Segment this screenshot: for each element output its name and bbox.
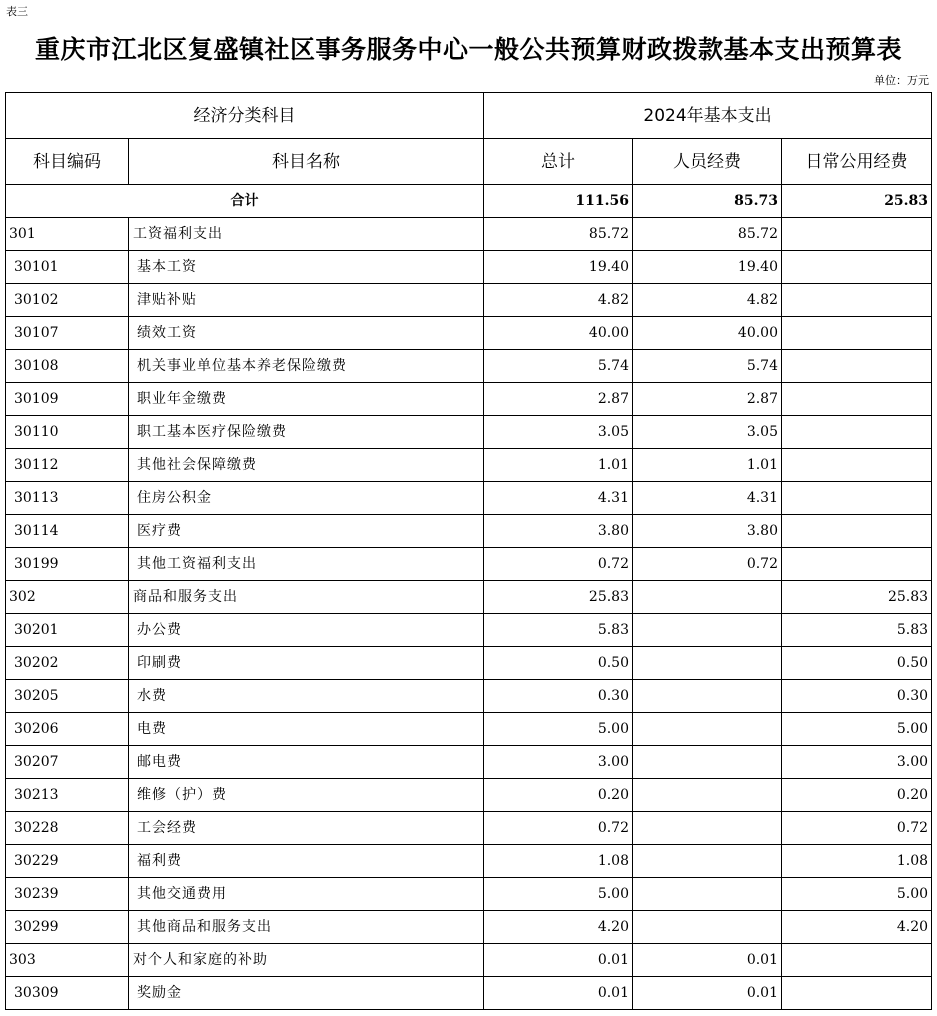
- row-name: 其他工资福利支出: [129, 548, 484, 581]
- row-public: [782, 548, 932, 581]
- row-personnel: 4.82: [633, 284, 782, 317]
- row-public: [782, 944, 932, 977]
- row-code: 30207: [6, 746, 129, 779]
- row-code: 301: [6, 218, 129, 251]
- table-row: [6, 713, 932, 746]
- row-personnel: [633, 878, 782, 911]
- row-total: 3.05: [484, 416, 633, 449]
- row-code: 30299: [6, 911, 129, 944]
- row-personnel: [633, 845, 782, 878]
- row-code: 30199: [6, 548, 129, 581]
- header-row-group: [6, 93, 932, 139]
- row-total: 0.72: [484, 548, 633, 581]
- row-total: 0.30: [484, 680, 633, 713]
- row-public: [782, 482, 932, 515]
- row-name: 其他商品和服务支出: [129, 911, 484, 944]
- row-public: 5.00: [782, 878, 932, 911]
- row-personnel: [633, 911, 782, 944]
- row-code: 30228: [6, 812, 129, 845]
- row-name: 工资福利支出: [129, 218, 484, 251]
- row-code: 30113: [6, 482, 129, 515]
- row-code: 302: [6, 581, 129, 614]
- unit-label: 单位：万元: [874, 74, 929, 87]
- row-total: 4.31: [484, 482, 633, 515]
- row-code: 30107: [6, 317, 129, 350]
- row-name: 职工基本医疗保险缴费: [129, 416, 484, 449]
- row-code: 303: [6, 944, 129, 977]
- row-code: 30110: [6, 416, 129, 449]
- table-row: [6, 218, 932, 251]
- row-total: 40.00: [484, 317, 633, 350]
- table-row: [6, 944, 932, 977]
- row-total: 25.83: [484, 581, 633, 614]
- row-public: [782, 218, 932, 251]
- row-personnel: 0.01: [633, 977, 782, 1010]
- table-row: [6, 614, 932, 647]
- row-code: 30101: [6, 251, 129, 284]
- row-name: 机关事业单位基本养老保险缴费: [129, 350, 484, 383]
- row-code: 30213: [6, 779, 129, 812]
- row-name: 电费: [129, 713, 484, 746]
- row-code: 30108: [6, 350, 129, 383]
- row-total: 2.87: [484, 383, 633, 416]
- row-personnel: [633, 680, 782, 713]
- table-row: [6, 845, 932, 878]
- total-personnel: 85.73: [633, 185, 782, 218]
- row-name: 对个人和家庭的补助: [129, 944, 484, 977]
- row-code: 30205: [6, 680, 129, 713]
- table-row: [6, 878, 932, 911]
- row-personnel: 3.80: [633, 515, 782, 548]
- row-code: 30201: [6, 614, 129, 647]
- table-row: [6, 812, 932, 845]
- row-code: 30102: [6, 284, 129, 317]
- row-name: 商品和服务支出: [129, 581, 484, 614]
- row-public: [782, 449, 932, 482]
- row-total: 85.72: [484, 218, 633, 251]
- row-name: 职业年金缴费: [129, 383, 484, 416]
- row-public: [782, 251, 932, 284]
- table-row: [6, 251, 932, 284]
- row-total: 5.00: [484, 878, 633, 911]
- table-row: [6, 548, 932, 581]
- row-total: 5.00: [484, 713, 633, 746]
- row-personnel: [633, 812, 782, 845]
- total-public: 25.83: [782, 185, 932, 218]
- row-total: 3.80: [484, 515, 633, 548]
- row-name: 其他交通费用: [129, 878, 484, 911]
- table-row: [6, 317, 932, 350]
- row-name: 奖励金: [129, 977, 484, 1010]
- header-name: 科目名称: [129, 139, 484, 185]
- table-row: [6, 515, 932, 548]
- row-code: 30114: [6, 515, 129, 548]
- table-row: [6, 746, 932, 779]
- header-public: 日常公用经费: [782, 139, 932, 185]
- total-row: [6, 185, 932, 218]
- row-personnel: 0.72: [633, 548, 782, 581]
- row-name: 印刷费: [129, 647, 484, 680]
- row-personnel: 0.01: [633, 944, 782, 977]
- row-code: 30112: [6, 449, 129, 482]
- row-public: [782, 977, 932, 1010]
- row-personnel: 2.87: [633, 383, 782, 416]
- row-public: 25.83: [782, 581, 932, 614]
- row-total: 4.82: [484, 284, 633, 317]
- row-public: 0.72: [782, 812, 932, 845]
- table-row: [6, 350, 932, 383]
- row-public: [782, 350, 932, 383]
- header-personnel: 人员经费: [633, 139, 782, 185]
- row-public: [782, 383, 932, 416]
- row-code: 30229: [6, 845, 129, 878]
- row-public: 1.08: [782, 845, 932, 878]
- row-public: [782, 416, 932, 449]
- row-total: 1.08: [484, 845, 633, 878]
- row-personnel: [633, 647, 782, 680]
- row-personnel: 85.72: [633, 218, 782, 251]
- row-total: 0.72: [484, 812, 633, 845]
- row-name: 绩效工资: [129, 317, 484, 350]
- header-code: 科目编码: [6, 139, 129, 185]
- row-total: 0.50: [484, 647, 633, 680]
- row-total: 0.20: [484, 779, 633, 812]
- table-row: [6, 581, 932, 614]
- row-code: 30309: [6, 977, 129, 1010]
- row-name: 福利费: [129, 845, 484, 878]
- row-name: 水费: [129, 680, 484, 713]
- row-name: 工会经费: [129, 812, 484, 845]
- row-total: 1.01: [484, 449, 633, 482]
- table-row: [6, 911, 932, 944]
- row-code: 30202: [6, 647, 129, 680]
- row-public: 4.20: [782, 911, 932, 944]
- row-name: 津贴补贴: [129, 284, 484, 317]
- page-title: 重庆市江北区复盛镇社区事务服务中心一般公共预算财政拨款基本支出预算表: [34, 35, 902, 64]
- row-personnel: [633, 581, 782, 614]
- row-total: 5.83: [484, 614, 633, 647]
- table-row: [6, 977, 932, 1010]
- row-public: 0.50: [782, 647, 932, 680]
- row-personnel: 3.05: [633, 416, 782, 449]
- row-total: 4.20: [484, 911, 633, 944]
- row-personnel: [633, 779, 782, 812]
- table-row: [6, 416, 932, 449]
- row-public: 0.20: [782, 779, 932, 812]
- row-total: 0.01: [484, 977, 633, 1010]
- header-economic-classification: 经济分类科目: [6, 93, 484, 139]
- row-code: 30109: [6, 383, 129, 416]
- budget-table: [5, 92, 932, 1010]
- row-total: 19.40: [484, 251, 633, 284]
- row-personnel: [633, 713, 782, 746]
- row-name: 邮电费: [129, 746, 484, 779]
- row-public: 5.00: [782, 713, 932, 746]
- row-name: 其他社会保障缴费: [129, 449, 484, 482]
- row-public: [782, 284, 932, 317]
- row-personnel: 19.40: [633, 251, 782, 284]
- row-public: [782, 317, 932, 350]
- table-row: [6, 779, 932, 812]
- row-personnel: 40.00: [633, 317, 782, 350]
- row-total: 3.00: [484, 746, 633, 779]
- row-code: 30239: [6, 878, 129, 911]
- total-total: 111.56: [484, 185, 633, 218]
- row-name: 维修（护）费: [129, 779, 484, 812]
- row-personnel: [633, 746, 782, 779]
- row-public: 3.00: [782, 746, 932, 779]
- table-row: [6, 383, 932, 416]
- header-row-columns: [6, 139, 932, 185]
- row-personnel: 1.01: [633, 449, 782, 482]
- row-personnel: 4.31: [633, 482, 782, 515]
- table-row: [6, 284, 932, 317]
- row-public: [782, 515, 932, 548]
- table-row: [6, 680, 932, 713]
- row-total: 5.74: [484, 350, 633, 383]
- total-label: 合计: [6, 185, 484, 218]
- table-row: [6, 647, 932, 680]
- row-name: 基本工资: [129, 251, 484, 284]
- row-name: 办公费: [129, 614, 484, 647]
- table-row: [6, 449, 932, 482]
- row-public: 5.83: [782, 614, 932, 647]
- row-public: 0.30: [782, 680, 932, 713]
- row-total: 0.01: [484, 944, 633, 977]
- table-label: 表三: [6, 5, 28, 18]
- row-personnel: [633, 614, 782, 647]
- header-basic-expenditure: 2024年基本支出: [484, 93, 932, 139]
- row-name: 医疗费: [129, 515, 484, 548]
- table-row: [6, 482, 932, 515]
- row-name: 住房公积金: [129, 482, 484, 515]
- row-code: 30206: [6, 713, 129, 746]
- header-total: 总计: [484, 139, 633, 185]
- row-personnel: 5.74: [633, 350, 782, 383]
